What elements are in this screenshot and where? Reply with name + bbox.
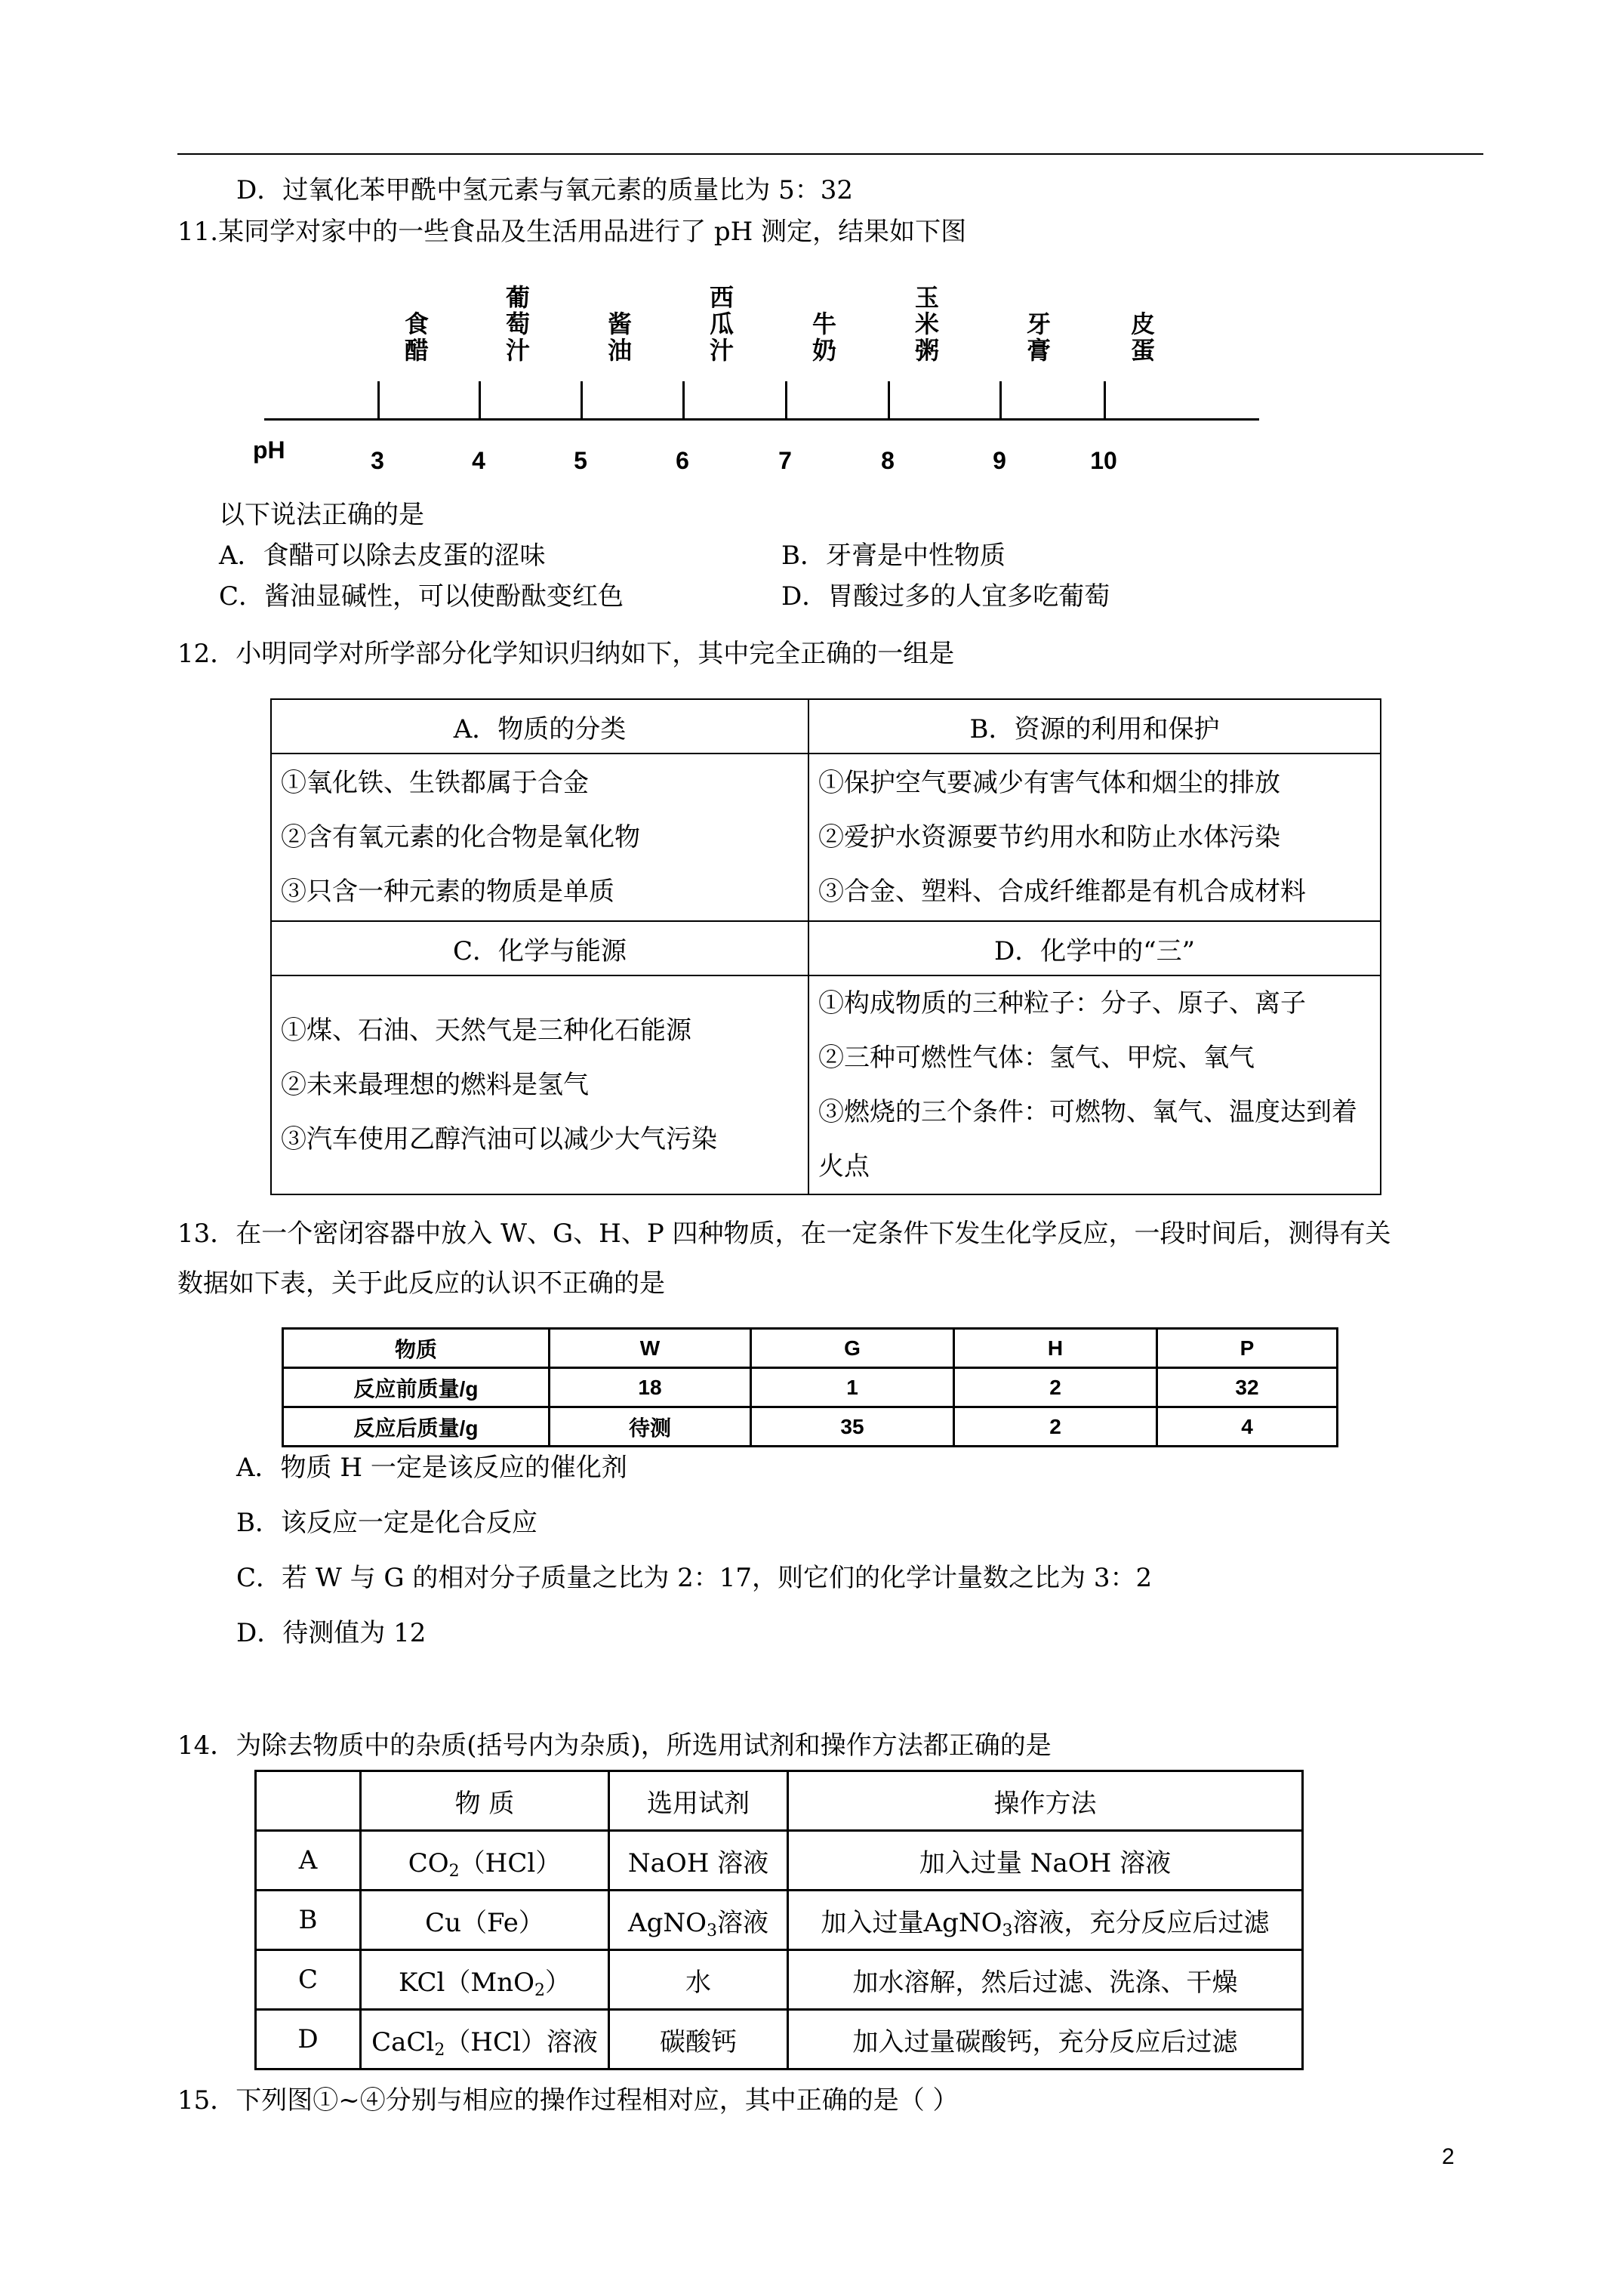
q13-before-row — [283, 1368, 1338, 1407]
q14-cell-substance: CaCl$_2$（HCl）溶液 — [361, 2010, 609, 2069]
q13-header-cell: W — [550, 1329, 751, 1368]
q11-option-d: D．胃酸过多的人宜多吃葡萄 — [781, 581, 1110, 612]
ph-tick — [682, 381, 685, 419]
q11-option-a: A．食醋可以除去皮蛋的涩味 — [219, 541, 546, 571]
q14-cell-reagent: 碳酸钙 — [609, 2010, 788, 2069]
q14-cell-operation: 加水溶解，然后过滤、洗涤、干燥 — [788, 1950, 1303, 2010]
ph-item-label: 牙 膏 — [1026, 310, 1051, 364]
q13-stem-line1: 13．在一个密闭容器中放入 W、G、H、P 四种物质，在一定条件下发生化学反应，一段时间后，测得有关 — [177, 1219, 1391, 1249]
q14-header-row — [256, 1771, 1303, 1831]
q14-stem: 14．为除去物质中的杂质(括号内为杂质)，所选用试剂和操作方法都正确的是 — [177, 1730, 1052, 1761]
q12-d-item-1: ①构成物质的三种粒子：分子、原子、离子 — [818, 988, 1306, 1019]
q12-b-item-2: ②爱护水资源要节约用水和防止水体污染 — [818, 822, 1280, 852]
q14-row-b — [256, 1891, 1303, 1950]
q13-cell: 2 — [954, 1407, 1157, 1447]
header-rule — [177, 153, 1483, 155]
q12-c-item-2: ②未来最理想的燃料是氢气 — [281, 1070, 589, 1100]
q13-cell: 待测 — [550, 1407, 751, 1447]
page-number: 2 — [1442, 2144, 1455, 2169]
q14-header-cell: 操作方法 — [788, 1771, 1303, 1831]
q13-cell: 18 — [550, 1368, 751, 1407]
ph-tick — [785, 381, 787, 419]
ph-axis — [264, 418, 1259, 421]
q14-table — [254, 1770, 1304, 2070]
ph-tick — [479, 381, 481, 419]
q13-cell: 35 — [751, 1407, 954, 1447]
ph-item-label: 玉 米 粥 — [914, 284, 939, 364]
q12-a-item-3: ③只含一种元素的物质是单质 — [281, 877, 614, 907]
q12-cell-a-title: A．物质的分类 — [271, 699, 808, 754]
q13-cell: 反应后质量/g — [283, 1407, 550, 1447]
q11-option-b: B．牙膏是中性物质 — [781, 541, 1006, 571]
q14-cell-id: D — [256, 2010, 361, 2069]
q14-row-d — [256, 2010, 1303, 2069]
q14-row-c — [256, 1950, 1303, 2010]
q14-cell-substance: $CO_2(HCl)$ — [361, 1831, 609, 1891]
q10-option-d: D．过氧化苯甲酰中氢元素与氧元素的质量比为 5：32 — [236, 175, 853, 205]
q14-cell-reagent: 水 — [609, 1950, 788, 2010]
ph-value-label: 6 — [676, 447, 689, 474]
q13-header-cell: H — [954, 1329, 1157, 1368]
ph-value-label: 10 — [1090, 447, 1117, 474]
q12-cell-a-body — [271, 754, 808, 921]
q13-cell: 2 — [954, 1368, 1157, 1407]
q12-b-item-3: ③合金、塑料、合成纤维都是有机合成材料 — [818, 877, 1306, 907]
q14-cell-substance: KCl（MnO$_2$） — [361, 1950, 609, 2010]
q12-a-item-1: ①氧化铁、生铁都属于合金 — [281, 768, 589, 798]
ph-tick — [1104, 381, 1106, 419]
q12-cell-d-body — [808, 975, 1381, 1194]
ph-item-label: 牛 奶 — [812, 310, 836, 364]
ph-tick — [377, 381, 380, 419]
q13-header-cell: P — [1157, 1329, 1338, 1368]
ph-value-label: 9 — [993, 447, 1006, 474]
q14-cell-id: B — [256, 1891, 361, 1950]
q14-cell-id: A — [256, 1831, 361, 1891]
q12-cell-b-body — [808, 754, 1381, 921]
ph-item-label: 皮 蛋 — [1130, 310, 1155, 364]
q13-header-row — [283, 1329, 1338, 1368]
q12-cell-c-body — [271, 975, 808, 1194]
q12-d-item-2: ②三种可燃性气体：氢气、甲烷、氧气 — [818, 1043, 1255, 1073]
q13-cell: 4 — [1157, 1407, 1338, 1447]
q13-cell: 32 — [1157, 1368, 1338, 1407]
q12-d-item-3: ③燃烧的三个条件：可燃物、氧气、温度达到着火点 — [818, 1097, 1357, 1182]
ph-value-label: 7 — [778, 447, 792, 474]
q14-cell-operation: 加入过量AgNO$_3$溶液，充分反应后过滤 — [788, 1891, 1303, 1950]
q14-header-cell: 选用试剂 — [609, 1771, 788, 1831]
q13-cell: 反应前质量/g — [283, 1368, 550, 1407]
ph-value-label: 8 — [881, 447, 895, 474]
q12-table — [270, 698, 1381, 1195]
ph-item-label: 葡 萄 汁 — [505, 284, 530, 364]
q12-a-item-2: ②含有氧元素的化合物是氧化物 — [281, 822, 640, 852]
ph-label: pH — [253, 436, 285, 464]
q14-cell-operation: 加入过量 NaOH 溶液 — [788, 1831, 1303, 1891]
q14-header-cell — [256, 1771, 361, 1831]
q14-cell-substance: Cu（Fe） — [361, 1891, 609, 1950]
q15-stem: 15．下列图①~④分别与相应的操作过程相对应，其中正确的是（ ） — [177, 2085, 959, 2116]
q12-b-item-1: ①保护空气要减少有害气体和烟尘的排放 — [818, 768, 1280, 798]
q11-question: 以下说法正确的是 — [219, 500, 424, 530]
q14-header-cell: 物 质 — [361, 1771, 609, 1831]
q13-option-b: B．该反应一定是化合反应 — [236, 1508, 537, 1538]
q13-option-c: C．若 W 与 G 的相对分子质量之比为 2：17，则它们的化学计量数之比为 3：2 — [236, 1563, 1153, 1593]
q14-row-a — [256, 1831, 1303, 1891]
ph-item-label: 酱 油 — [607, 310, 632, 364]
q13-stem-line2: 数据如下表，关于此反应的认识不正确的是 — [177, 1268, 665, 1299]
q13-header-cell: G — [751, 1329, 954, 1368]
ph-tick — [581, 381, 583, 419]
q13-option-a: A．物质 H 一定是该反应的催化剂 — [236, 1453, 627, 1483]
q14-cell-reagent: AgNO$_3$溶液 — [609, 1891, 788, 1950]
q13-header-cell: 物质 — [283, 1329, 550, 1368]
q13-table — [282, 1327, 1338, 1447]
q12-cell-c-title: C．化学与能源 — [271, 921, 808, 975]
q13-after-row — [283, 1407, 1338, 1447]
ph-value-label: 3 — [371, 447, 384, 474]
q13-option-d: D．待测值为 12 — [236, 1618, 427, 1648]
q14-cell-id: C — [256, 1950, 361, 2010]
q12-c-item-3: ③汽车使用乙醇汽油可以减少大气污染 — [281, 1124, 717, 1154]
ph-tick — [888, 381, 890, 419]
ph-item-label: 西 瓜 汁 — [709, 284, 734, 364]
q12-stem: 12．小明同学对所学部分化学知识归纳如下，其中完全正确的一组是 — [177, 639, 955, 669]
ph-tick — [999, 381, 1002, 419]
q12-c-item-1: ①煤、石油、天然气是三种化石能源 — [281, 1015, 691, 1046]
ph-value-label: 5 — [574, 447, 587, 474]
q11-option-c: C．酱油显碱性，可以使酚酞变红色 — [219, 581, 624, 612]
q12-cell-d-title: D．化学中的“三” — [808, 921, 1381, 975]
ph-value-label: 4 — [472, 447, 485, 474]
q14-cell-operation: 加入过量碳酸钙，充分反应后过滤 — [788, 2010, 1303, 2069]
ph-item-label: 食 醋 — [404, 310, 429, 364]
q12-cell-b-title: B．资源的利用和保护 — [808, 699, 1381, 754]
q13-cell: 1 — [751, 1368, 954, 1407]
q14-cell-reagent: NaOH 溶液 — [609, 1831, 788, 1891]
q11-stem: 11.某同学对家中的一些食品及生活用品进行了 pH 测定，结果如下图 — [177, 217, 967, 247]
